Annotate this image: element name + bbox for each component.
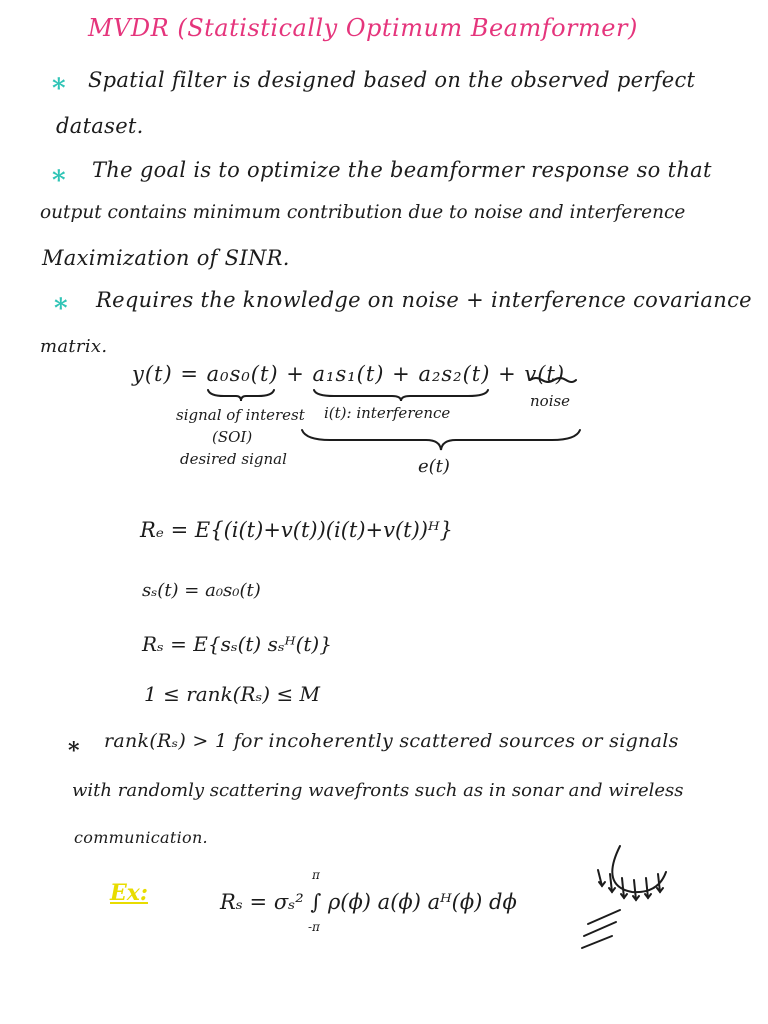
rank-note-star-icon: * — [68, 738, 80, 764]
page-title: MVDR (Statistically Optimum Beamformer) — [88, 14, 638, 42]
soi-label: signal of interest — [176, 406, 305, 424]
bullet-2-line-2: output contains minimum contribution due to noise and interference — [40, 202, 686, 223]
rs-equation: Rₛ = E{sₛ(t) sₛᴴ(t)} — [142, 632, 332, 656]
rank-note-line-2: with randomly scattering wavefronts such as in sonar and wireless — [72, 780, 684, 801]
rank-note-line-3: communication. — [74, 828, 208, 847]
interference-label: i(t): interference — [324, 404, 451, 422]
et-label: e(t) — [418, 456, 450, 477]
example-label: Ex: — [110, 880, 149, 906]
bullet-1-line-2: dataset. — [56, 114, 144, 138]
bullet-star-icon: * — [54, 294, 68, 324]
soi-brace — [206, 388, 276, 402]
soi-abbrev-label: (SOI) — [212, 428, 253, 446]
rank-bound-equation: 1 ≤ rank(Rₛ) ≤ M — [144, 682, 321, 706]
bullet-2-line-1: The goal is to optimize the beamformer response so that — [92, 158, 712, 182]
desired-signal-label: desired signal — [180, 450, 287, 468]
bullet-2-line-3: Maximization of SINR. — [42, 246, 290, 270]
bullet-3-line-1: Requires the knowledge on noise + interference covariance — [96, 288, 752, 312]
scattering-sketch-icon — [580, 840, 680, 960]
signal-model-equation: y(t) = a₀s₀(t) + a₁s₁(t) + a₂s₂(t) + v(t) — [132, 362, 566, 386]
noise-label: noise — [530, 392, 571, 410]
integral-upper-limit: π — [312, 868, 320, 882]
re-equation: Rₑ = E{(i(t)+v(t))(i(t)+v(t))ᴴ} — [140, 518, 453, 542]
interference-brace — [312, 388, 490, 402]
integral-lower-limit: -π — [308, 920, 320, 934]
bullet-star-icon: * — [52, 74, 66, 104]
example-equation: Rₛ = σₛ² ∫ ρ(ϕ) a(ϕ) aᴴ(ϕ) dϕ — [220, 890, 517, 914]
rank-note-line-1: rank(Rₛ) > 1 for incoherently scattered sources or signals — [104, 730, 679, 752]
bullet-star-icon: * — [52, 166, 66, 196]
ss-equation: sₛ(t) = a₀s₀(t) — [142, 580, 261, 601]
et-brace — [300, 428, 582, 452]
noise-brace — [528, 374, 578, 386]
bullet-3-line-2: matrix. — [40, 336, 108, 357]
bullet-1-line-1: Spatial filter is designed based on the observed perfect — [88, 68, 696, 92]
